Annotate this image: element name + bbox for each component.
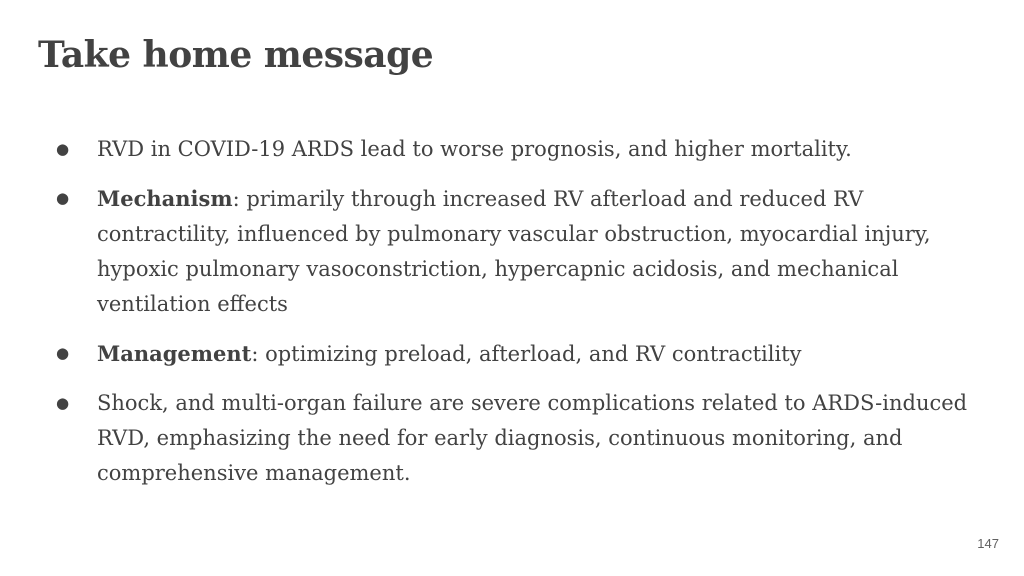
bullet-item-prognosis [56, 132, 986, 167]
bullet-dot-icon: ● [56, 344, 70, 362]
bullet-item-management [56, 336, 986, 372]
bullet-text: : primarily through increased RV afterload and reduced RV contractility, influenced by pulmonary vascular obstruction, myocardial injury, hypoxic pulmonary vasoconstriction, hypercapnic acidosis, and mechanical ventilation effects [97, 187, 931, 316]
bullet-text: RVD in COVID-19 ARDS lead to worse prognosis, and higher mortality. [97, 137, 852, 161]
bullet-dot-icon: ● [56, 394, 70, 412]
bullet-list [56, 132, 986, 505]
bullet-text: Shock, and multi-organ failure are severe complications related to ARDS-induced RVD, emphasizing the need for early diagnosis, continuous monitoring, and comprehensive management. [97, 391, 968, 485]
bullet-dot-icon: ● [56, 189, 70, 207]
bullet-item-complications [56, 386, 986, 491]
slide-title: Take home message [38, 34, 434, 76]
bullet-dot-icon: ● [56, 140, 70, 158]
bullet-item-mechanism [56, 181, 986, 322]
bullet-term: Management [97, 341, 252, 366]
bullet-text: : optimizing preload, afterload, and RV contractility [251, 342, 802, 366]
page-number: 147 [977, 536, 999, 551]
bullet-term: Mechanism [97, 186, 233, 211]
